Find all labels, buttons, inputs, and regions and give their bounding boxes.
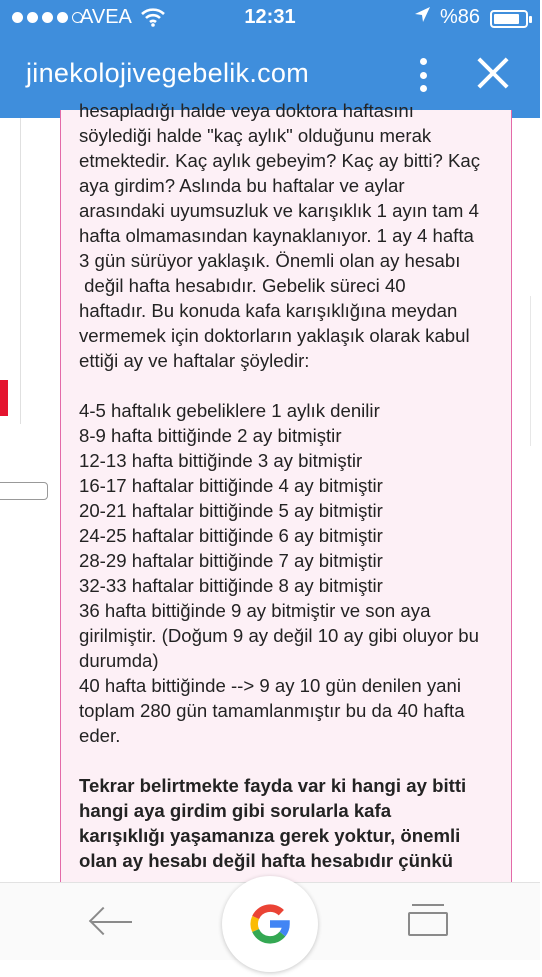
carrier-name: AVEA xyxy=(80,6,132,28)
article-line: etmektedir. Kaç aylık gebeyim? Kaç ay bitti? Kaç xyxy=(79,150,480,171)
week-month-line: 12-13 hafta bittiğinde 3 ay bitmiştir xyxy=(79,450,363,471)
week-month-line: durumda) xyxy=(79,650,159,671)
week-month-line: 40 hafta bittiğinde --> 9 ay 10 gün denilen yani xyxy=(79,675,461,696)
article-line: arasındaki uyumsuzluk ve karışıklık 1 ayın tam 4 xyxy=(79,200,479,221)
bold-paragraph xyxy=(79,773,509,873)
week-month-line: 28-29 haftalar bittiğinde 7 ay bitmiştir xyxy=(79,550,383,571)
more-vertical-icon[interactable] xyxy=(408,58,438,92)
bold-line: hangi aya girdim gibi sorularla kafa xyxy=(79,800,392,821)
week-month-line: 36 hafta bittiğinde 9 ay bitmiştir ve son aya xyxy=(79,600,431,621)
bold-line: olan ay hesabı değil hafta hesabıdır çünkü xyxy=(79,850,454,871)
week-month-line: eder. xyxy=(79,725,121,746)
battery-percent: %86 xyxy=(440,6,481,28)
google-g-icon xyxy=(222,876,318,972)
back-arrow-icon[interactable] xyxy=(88,907,134,937)
tabs-icon[interactable] xyxy=(408,904,448,936)
article-line: 3 gün sürüyor yaklaşık. Önemli olan ay hesabı xyxy=(79,250,461,271)
week-month-line: girilmiştir. (Doğum 9 ay değil 10 ay gibi oluyor bu xyxy=(79,625,479,646)
article-line: hafta olmamasından kaynaklanıyor. 1 ay 4 hafta xyxy=(79,225,474,246)
location-arrow-icon xyxy=(412,4,432,26)
week-month-line: 20-21 haftalar bittiğinde 5 ay bitmiştir xyxy=(79,500,383,521)
google-search-button[interactable] xyxy=(222,876,318,972)
article-line: vermemek için doktorların yaklaşık olarak kabul xyxy=(79,325,470,346)
article-line: ettiği ay ve haftalar şöyledir: xyxy=(79,350,310,371)
battery-icon xyxy=(490,10,528,28)
week-month-line: 16-17 haftalar bittiğinde 4 ay bitmiştir xyxy=(79,475,383,496)
right-edge-panel xyxy=(530,296,542,446)
article-text xyxy=(79,100,509,873)
clock: 12:31 xyxy=(244,6,296,28)
sidebar-input-field[interactable] xyxy=(0,482,48,500)
week-month-line: 8-9 hafta bittiğinde 2 ay bitmiştir xyxy=(79,425,342,446)
article-line: söylediği halde "kaç aylık" olduğunu merak xyxy=(79,125,432,146)
article-line: haftadır. Bu konuda kafa karışıklığına meydan xyxy=(79,300,458,321)
status-bar xyxy=(0,0,540,36)
week-month-line: 4-5 haftalık gebeliklere 1 aylık denilir xyxy=(79,400,380,421)
partial-line: hesapladığı halde veya doktora haftasını xyxy=(79,100,414,121)
page-url-title[interactable]: jinekolojivegebelik.com xyxy=(26,58,310,88)
article-line: aya girdim? Aslında bu haftalar ve aylar xyxy=(79,175,405,196)
close-icon[interactable] xyxy=(476,56,510,90)
sidebar-divider xyxy=(20,118,21,424)
bold-line: Tekrar belirtmekte fayda var ki hangi ay bitti xyxy=(79,775,467,796)
article-line: değil hafta hesabıdır. Gebelik süreci 40 xyxy=(79,275,406,296)
week-month-line: 32-33 haftalar bittiğinde 8 ay bitmiştir xyxy=(79,575,383,596)
bold-line: karışıklığı yaşamanıza gerek yoktur, önemli xyxy=(79,825,461,846)
web-page-viewport[interactable] xyxy=(0,100,540,882)
article-box xyxy=(60,100,512,892)
week-month-line: toplam 280 gün tamamlanmıştır bu da 40 hafta xyxy=(79,700,465,721)
sidebar-red-tab[interactable] xyxy=(0,380,8,416)
week-month-line: 24-25 haftalar bittiğinde 6 ay bitmiştir xyxy=(79,525,383,546)
